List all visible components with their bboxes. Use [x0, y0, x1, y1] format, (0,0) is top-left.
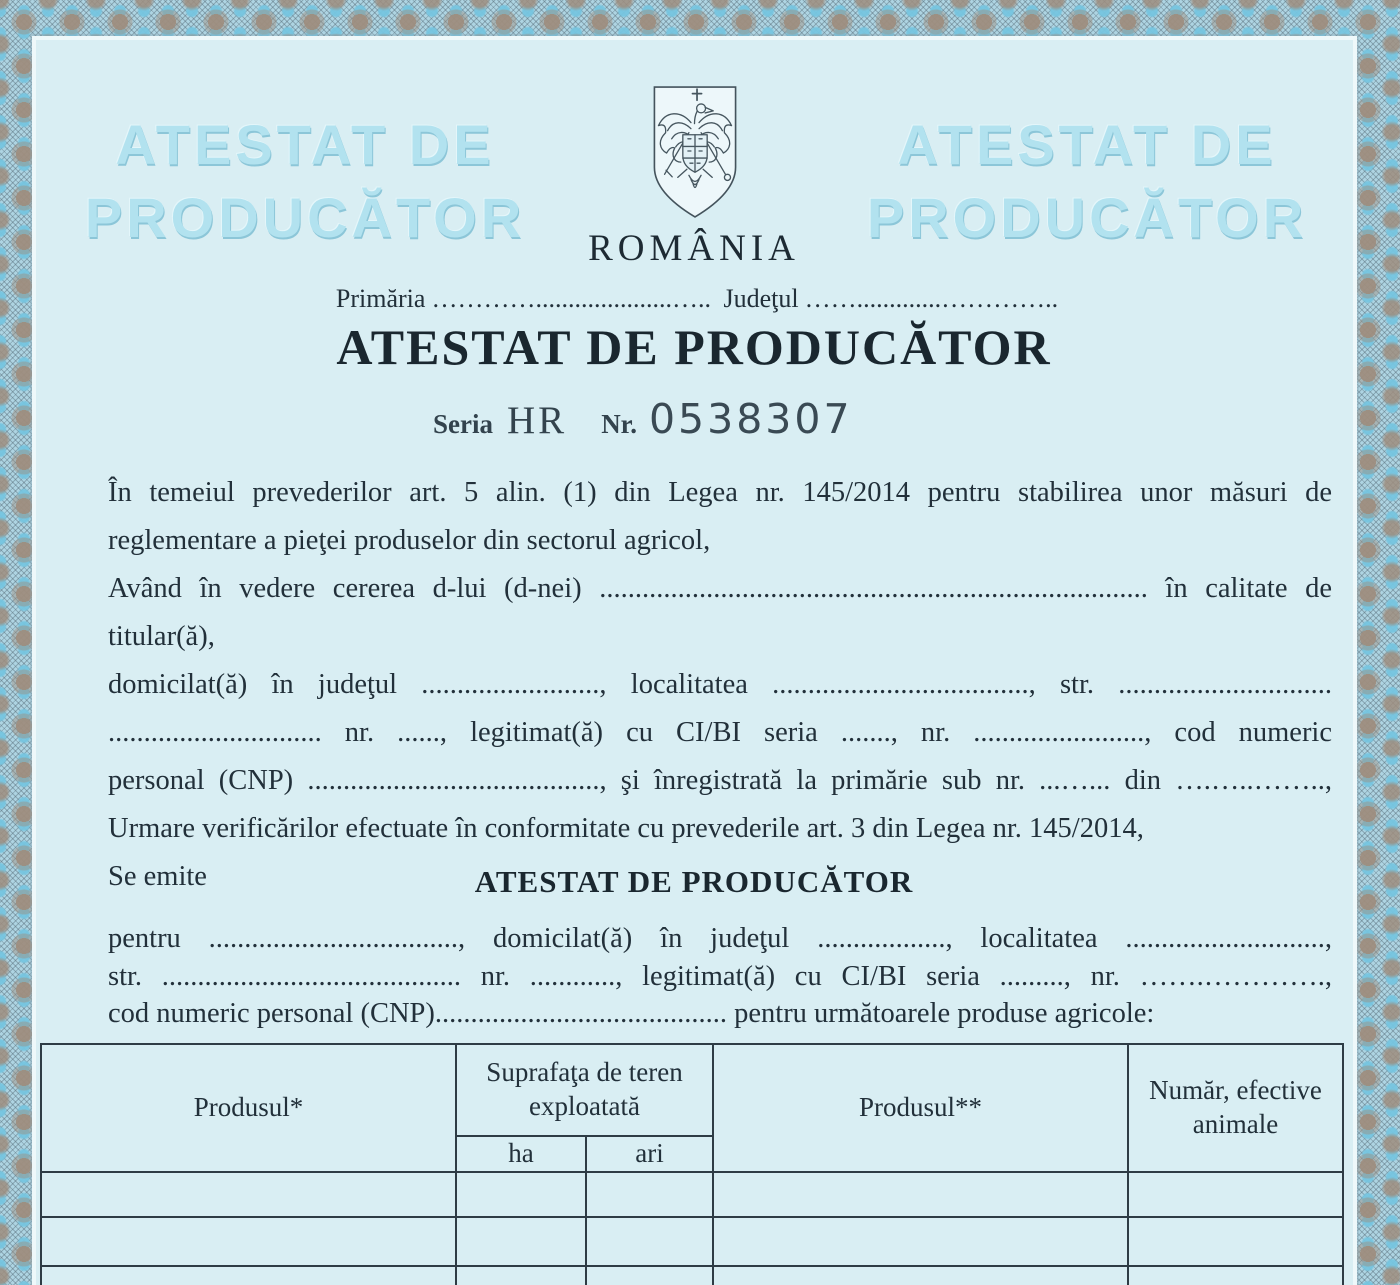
- body-line: str. .......................................... nr. ............, legitimat(ă) cu CI/BI seria ........., nr. …….………….,: [108, 960, 1332, 992]
- table-row: [41, 1172, 1343, 1217]
- table-cell-empty: [586, 1172, 713, 1217]
- body-line: Având în vedere cererea d-lui (d-nei) ............................................................................. în calitate de titular(ă),: [108, 573, 1332, 652]
- page-title: ATESTAT DE PRODUCĂTOR: [336, 319, 1052, 375]
- products-table: [40, 1043, 1344, 1285]
- table-cell-empty: [586, 1217, 713, 1266]
- table-cell-empty: [1128, 1266, 1343, 1285]
- col-header-suprafata: Suprafaţa de teren exploatată: [456, 1044, 713, 1136]
- body-line: În temeiul prevederilor art. 5 alin. (1) din Legea nr. 145/2014 pentru stabilirea unor măsuri de: [108, 477, 1332, 508]
- col-header-produsul-2: Produsul**: [713, 1044, 1128, 1172]
- table-cell-empty: [1128, 1217, 1343, 1266]
- body-line: Se emite: [108, 861, 207, 892]
- municipality-line: [0, 284, 1388, 314]
- preamble-paragraph: [108, 469, 1332, 901]
- watermark-line: PRODUCĂTOR: [84, 186, 526, 249]
- judetul-label: Judeţul: [723, 284, 799, 313]
- coat-of-arms-icon: [644, 82, 746, 222]
- body-line: pentru ..................................., domicilat(ă) în judeţul .................., localitatea ............................,: [108, 923, 1332, 954]
- body-line: reglementare a pieţei produselor din sectorul agricol,: [108, 525, 711, 556]
- judetul-dotted-field: …….............…………..: [804, 284, 1059, 313]
- table-cell-empty: [456, 1217, 586, 1266]
- primaria-dotted-field: ………….....................…..: [431, 284, 711, 313]
- table-cell-empty: [1128, 1172, 1343, 1217]
- table-cell-empty: [586, 1266, 713, 1285]
- col-header-ari: ari: [586, 1136, 713, 1172]
- seria-value: HR: [507, 399, 568, 442]
- table-cell-empty: [713, 1217, 1128, 1266]
- primaria-label: Primăria: [335, 284, 426, 313]
- table-row: [41, 1217, 1343, 1266]
- certificate-number: 0538307: [648, 395, 853, 443]
- col-header-ha: ha: [456, 1136, 586, 1172]
- holder-details-paragraph: [108, 920, 1332, 1033]
- table-cell-empty: [713, 1266, 1128, 1285]
- body-line: Urmare verificărilor efectuate în conformitate cu prevederile art. 3 din Legea nr. 145/2014,: [108, 813, 1144, 844]
- body-line: cod numeric personal (CNP)......................................... pentru următoarele produse agricole:: [108, 998, 1155, 1029]
- watermark-line: PRODUCĂTOR: [866, 186, 1308, 249]
- col-header-produsul-1: Produsul*: [41, 1044, 456, 1172]
- body-line: personal (CNP) ........................................., şi înregistrată la primărie sub nr. ...…... din ….…..……..,: [108, 765, 1332, 796]
- table-cell-empty: [456, 1266, 586, 1285]
- watermark-line: ATESTAT DE: [115, 113, 495, 176]
- seria-label: Seria: [433, 409, 493, 439]
- table-cell-empty: [713, 1172, 1128, 1217]
- watermark-line: ATESTAT DE: [897, 113, 1277, 176]
- table-cell-empty: [41, 1172, 456, 1217]
- table-cell-empty: [41, 1217, 456, 1266]
- nr-label: Nr.: [601, 409, 637, 439]
- country-name: ROMÂNIA: [588, 228, 800, 269]
- certificate-subtitle: ATESTAT DE PRODUCĂTOR: [474, 864, 914, 899]
- body-line: .............................. nr. ......, legitimat(ă) cu CI/BI seria ......., nr. ........................, cod numeric: [108, 717, 1332, 748]
- table-cell-empty: [41, 1266, 456, 1285]
- body-line: domicilat(ă) în judeţul ........................., localitatea ...................................., str. ..............................: [108, 669, 1332, 700]
- table-cell-empty: [456, 1172, 586, 1217]
- col-header-numar-efective: Număr, efective animale: [1128, 1044, 1343, 1172]
- series-line: [433, 395, 853, 443]
- table-row: [41, 1266, 1343, 1285]
